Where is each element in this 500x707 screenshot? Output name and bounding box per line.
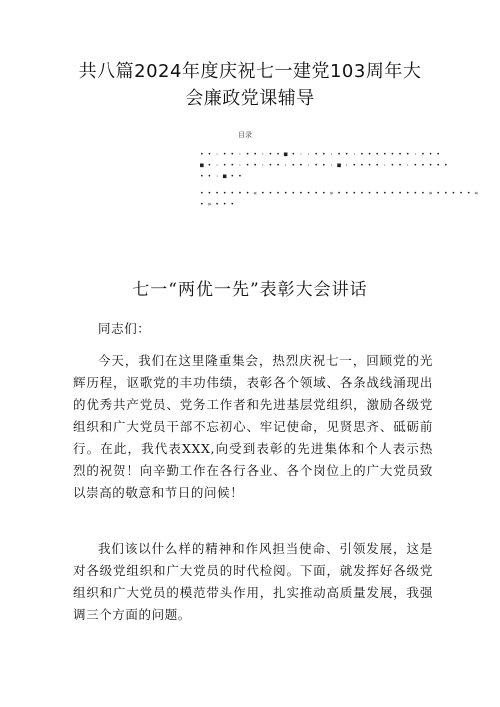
table-of-contents [200, 149, 479, 210]
toc-line[interactable]: • • • • • • • « • • • • • • • • • » • • • • • • • • • • • • » • • • • • « [200, 190, 479, 197]
document-title-line-2: 会廉政党课辅导 [185, 88, 315, 109]
toc-label: 目录 [238, 131, 252, 139]
toc-line[interactable]: • » • • • [200, 201, 235, 208]
body-paragraph-2: 我们该以什么样的精神和作风担当使命、引领发展，这是对各级党组织和广大党员的时代检阅。下面，就发挥好各级党组织和广大党员的模范带头作用，扎实推动高质量发展，我强调三个方面的问题。 [73, 541, 433, 622]
document-title-line-1: 共八篇2024年度庆祝七一建党103周年大 [78, 61, 422, 82]
section-heading: 七一“两优一先”表彰大会讲话 [132, 280, 368, 300]
toc-line[interactable]: ■ • · • • · • • · • • · • • · • • · ■ · • • • • · • • · • • • • • [200, 162, 448, 169]
greeting: 同志们： [98, 321, 151, 336]
body-paragraph-1: 今天，我们在这里隆重集会，热烈庆祝七一，回顾党的光辉历程，讴歌党的丰功伟绩，表彰各个领域、各条战线涌现出的优秀共产党员、党务工作者和先进基层党组织，激励各级党组织和广大党员干部不忘初心、牢记使命，见贤思齐、砥砺前行。在此，我代表XXX,向受到表彰的先进集体和个人表示热烈的祝贺！向辛勤工作在各行各业、各个岗位上的广大党员致以崇高的敬意和节日的问候！ [73, 353, 433, 500]
document-title [60, 58, 440, 112]
toc-line[interactable]: • • · ■ • • [200, 173, 242, 180]
toc-line[interactable]: • • · • • · • • · • • ■ • · · • • · • • · • • • • • • • · • • • [200, 151, 441, 158]
